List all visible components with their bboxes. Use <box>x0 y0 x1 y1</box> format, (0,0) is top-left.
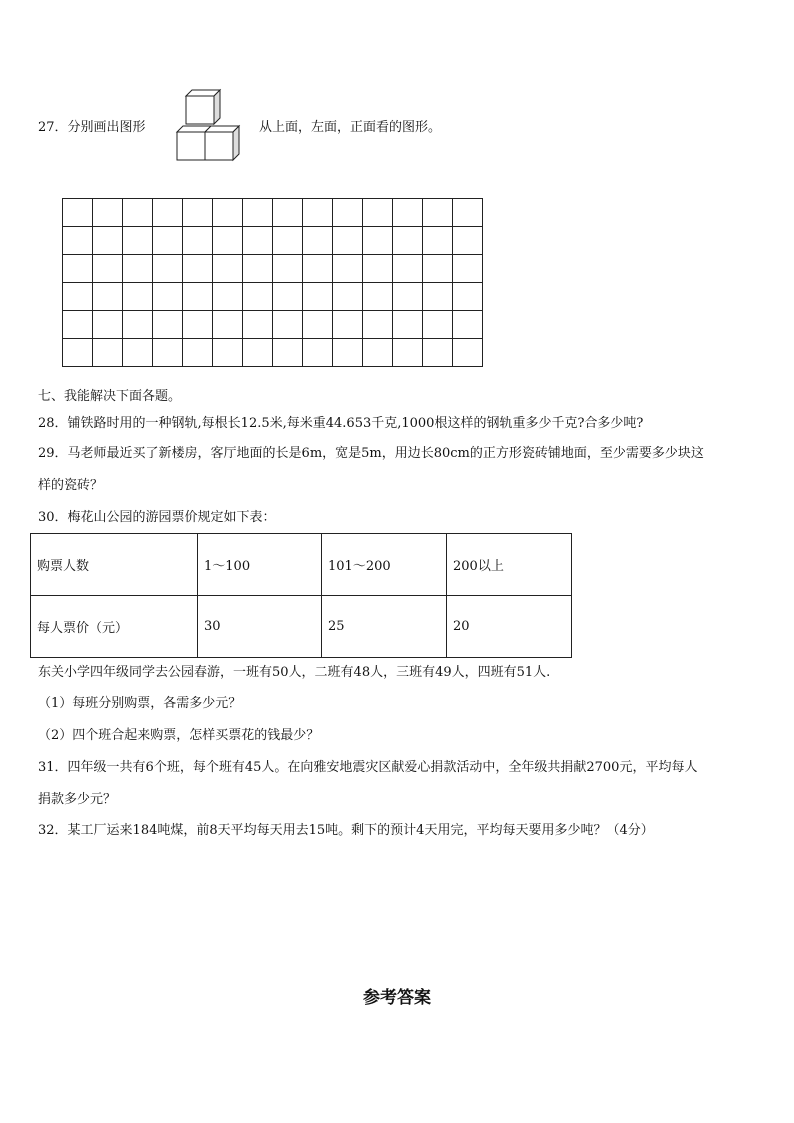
grid-cell <box>423 339 453 367</box>
grid-cell <box>243 339 273 367</box>
cube-top-side <box>214 90 220 124</box>
table-cell: 20 <box>447 596 572 658</box>
cube-bottom-right-front <box>205 132 233 160</box>
grid-cell <box>213 283 243 311</box>
grid-cell <box>333 255 363 283</box>
grid-cell <box>333 199 363 227</box>
grid-cell <box>123 255 153 283</box>
grid-cell <box>213 227 243 255</box>
grid-cell <box>153 199 183 227</box>
grid-cell <box>393 339 423 367</box>
grid-cell <box>273 255 303 283</box>
grid-cell <box>63 339 93 367</box>
grid-cell <box>243 199 273 227</box>
grid-cell <box>333 339 363 367</box>
table-row <box>31 596 572 658</box>
answers-section-title: 参考答案 <box>363 988 431 1008</box>
grid-cell <box>213 339 243 367</box>
grid-cell <box>183 227 213 255</box>
grid-cell <box>363 311 393 339</box>
grid-row <box>63 227 483 255</box>
grid-cell <box>303 311 333 339</box>
table-cell: 1～100 <box>198 534 322 596</box>
grid-row <box>63 339 483 367</box>
grid-cell <box>453 255 483 283</box>
table-cell: 每人票价（元） <box>31 596 198 658</box>
table-cell: 200以上 <box>447 534 572 596</box>
grid-cell <box>273 311 303 339</box>
grid-cell <box>393 283 423 311</box>
grid-cell <box>93 339 123 367</box>
grid-cell <box>93 199 123 227</box>
grid-cell <box>243 283 273 311</box>
grid-row <box>63 255 483 283</box>
table-cell: 购票人数 <box>31 534 198 596</box>
grid-cell <box>153 339 183 367</box>
grid-cell <box>183 339 213 367</box>
grid-cell <box>153 283 183 311</box>
ticket-price-table <box>30 533 572 658</box>
question-29-line1: 29．马老师最近买了新楼房，客厅地面的长是6m，宽是5m，用边长80cm的正方形瓷砖铺地面，至少需要多少块这 <box>38 446 704 461</box>
grid-cell <box>363 339 393 367</box>
grid-cell <box>393 227 423 255</box>
grid-cell <box>303 339 333 367</box>
grid-cell <box>213 255 243 283</box>
grid-cell <box>333 227 363 255</box>
grid-row <box>63 311 483 339</box>
question-31-line1: 31．四年级一共有6个班，每个班有45人。在向雅安地震灾区献爱心捐款活动中，全年级共捐献2700元，平均每人 <box>38 760 698 775</box>
cube-top-front <box>186 96 214 124</box>
grid-cell <box>63 227 93 255</box>
grid-cell <box>183 255 213 283</box>
grid-cell <box>303 283 333 311</box>
grid-cell <box>423 283 453 311</box>
grid-cell <box>243 255 273 283</box>
grid-cell <box>273 339 303 367</box>
grid-cell <box>123 227 153 255</box>
question-30-description: 东关小学四年级同学去公园春游，一班有50人，二班有48人，三班有49人，四班有51人. <box>38 665 551 680</box>
grid-cell <box>333 311 363 339</box>
grid-cell <box>423 311 453 339</box>
grid-cell <box>453 227 483 255</box>
grid-cell <box>123 199 153 227</box>
grid-cell <box>423 199 453 227</box>
grid-cell <box>183 199 213 227</box>
grid-cell <box>93 255 123 283</box>
grid-cell <box>363 227 393 255</box>
grid-cell <box>243 311 273 339</box>
grid-cell <box>63 283 93 311</box>
grid-cell <box>213 199 243 227</box>
grid-cell <box>93 227 123 255</box>
grid-cell <box>273 283 303 311</box>
grid-cell <box>63 199 93 227</box>
grid-cell <box>393 311 423 339</box>
table-cell: 30 <box>198 596 322 658</box>
table-cell: 25 <box>322 596 447 658</box>
grid-cell <box>333 283 363 311</box>
grid-cell <box>423 255 453 283</box>
cube-bottom-left-front <box>177 132 205 160</box>
grid-cell <box>123 311 153 339</box>
grid-cell <box>363 199 393 227</box>
question-27-prefix: 27．分别画出图形 <box>38 120 146 135</box>
question-27-suffix: 从上面，左面，正面看的图形。 <box>259 120 442 135</box>
grid-cell <box>453 283 483 311</box>
question-29-line2: 样的瓷砖？ <box>38 478 104 493</box>
grid-cell <box>453 199 483 227</box>
grid-cell <box>63 311 93 339</box>
grid-cell <box>213 311 243 339</box>
table-row <box>31 534 572 596</box>
question-28: 28．铺铁路时用的一种钢轨,每根长12.5米,每米重44.653千克,1000根这样的钢轨重多少千克?合多少吨? <box>38 416 644 431</box>
question-30-sub2: （2）四个班合起来购票，怎样买票花的钱最少？ <box>38 728 320 743</box>
grid-cell <box>453 339 483 367</box>
grid-cell <box>183 283 213 311</box>
grid-cell <box>153 227 183 255</box>
grid-cell <box>153 311 183 339</box>
grid-cell <box>393 255 423 283</box>
grid-cell <box>273 199 303 227</box>
grid-cell <box>243 227 273 255</box>
grid-cell <box>363 283 393 311</box>
drawing-grid <box>62 198 483 367</box>
grid-cell <box>393 199 423 227</box>
cube-bottom-right-side <box>233 126 239 160</box>
grid-cell <box>303 227 333 255</box>
table-cell: 101～200 <box>322 534 447 596</box>
grid-cell <box>93 311 123 339</box>
question-31-line2: 捐款多少元？ <box>38 792 117 807</box>
section-7-heading: 七、我能解决下面各题。 <box>38 389 182 404</box>
grid-cell <box>123 283 153 311</box>
question-30-intro: 30．梅花山公园的游园票价规定如下表： <box>38 510 276 525</box>
grid-cell <box>93 283 123 311</box>
grid-row <box>63 199 483 227</box>
grid-cell <box>183 311 213 339</box>
grid-cell <box>423 227 453 255</box>
grid-cell <box>63 255 93 283</box>
cube-stack-figure <box>172 88 242 162</box>
grid-row <box>63 283 483 311</box>
grid-cell <box>273 227 303 255</box>
grid-cell <box>303 255 333 283</box>
grid-cell <box>303 199 333 227</box>
grid-cell <box>363 255 393 283</box>
question-30-sub1: （1）每班分别购票，各需多少元？ <box>38 696 242 711</box>
question-32: 32．某工厂运来184吨煤，前8天平均每天用去15吨。剩下的预计4天用完，平均每天要用多少吨？（4分） <box>38 823 654 838</box>
grid-cell <box>453 311 483 339</box>
grid-cell <box>123 339 153 367</box>
grid-cell <box>153 255 183 283</box>
